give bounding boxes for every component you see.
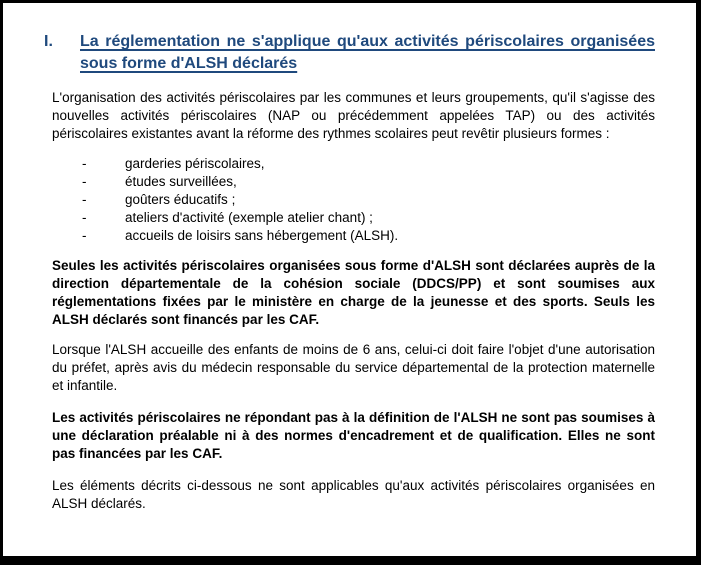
activity-types-list xyxy=(82,155,655,245)
list-item-marker: - xyxy=(82,174,87,189)
section-heading xyxy=(44,31,655,75)
list-item-marker: - xyxy=(82,156,87,171)
list-item-marker: - xyxy=(82,228,87,243)
list-item-text: accueils de loisirs sans hébergement (ALSH). xyxy=(125,228,399,243)
list-item xyxy=(82,191,655,209)
list-item-text: goûters éducatifs ; xyxy=(125,192,236,207)
paragraph-alsh-declared: Seules les activités périscolaires organisées sous forme d'ALSH sont déclarées auprès de la direction départementale de la cohésion sociale (DDCS/PP) et sont soumises aux réglementations fixées par le ministère en charge de la jeunesse et des sports. Seuls les ALSH déclarés sont financés par les CAF. xyxy=(52,258,655,327)
paragraph-intro: L'organisation des activités périscolaires par les communes et leurs groupements, qu'il s'agisse des nouvelles activités périscolaires (NAP ou précédemment appelées TAP) ou des activités périscolaires existantes avant la réforme des rythmes scolaires peut revêtir plusieurs formes : xyxy=(52,90,655,141)
list-item xyxy=(82,227,655,245)
paragraph-closing: Les éléments décrits ci-dessous ne sont applicables qu'aux activités périscolaires organisées en ALSH déclarés. xyxy=(52,478,655,511)
section-heading-text: La réglementation ne s'applique qu'aux activités périscolaires organisées sous forme d'ALSH déclarés xyxy=(80,33,655,72)
list-item-text: ateliers d'activité (exemple atelier chant) ; xyxy=(125,210,373,225)
list-item-marker: - xyxy=(82,192,87,207)
document-content xyxy=(3,3,696,513)
list-item xyxy=(82,155,655,173)
list-item-marker: - xyxy=(82,210,87,225)
list-item xyxy=(82,173,655,191)
paragraph-non-alsh: Les activités périscolaires ne répondant pas à la définition de l'ALSH ne sont pas soumises à une déclaration préalable ni à des normes d'encadrement et de qualification. Elles ne sont pas financées par les CAF. xyxy=(52,410,655,461)
list-item-text: études surveillées, xyxy=(125,174,237,189)
paragraph-under-six: Lorsque l'ALSH accueille des enfants de moins de 6 ans, celui-ci doit faire l'objet d'une autorisation du préfet, après avis du médecin responsable du service départemental de la protection maternelle et infantile. xyxy=(52,342,655,393)
list-item xyxy=(82,209,655,227)
section-number: I. xyxy=(44,33,53,50)
list-item-text: garderies périscolaires, xyxy=(125,156,265,171)
